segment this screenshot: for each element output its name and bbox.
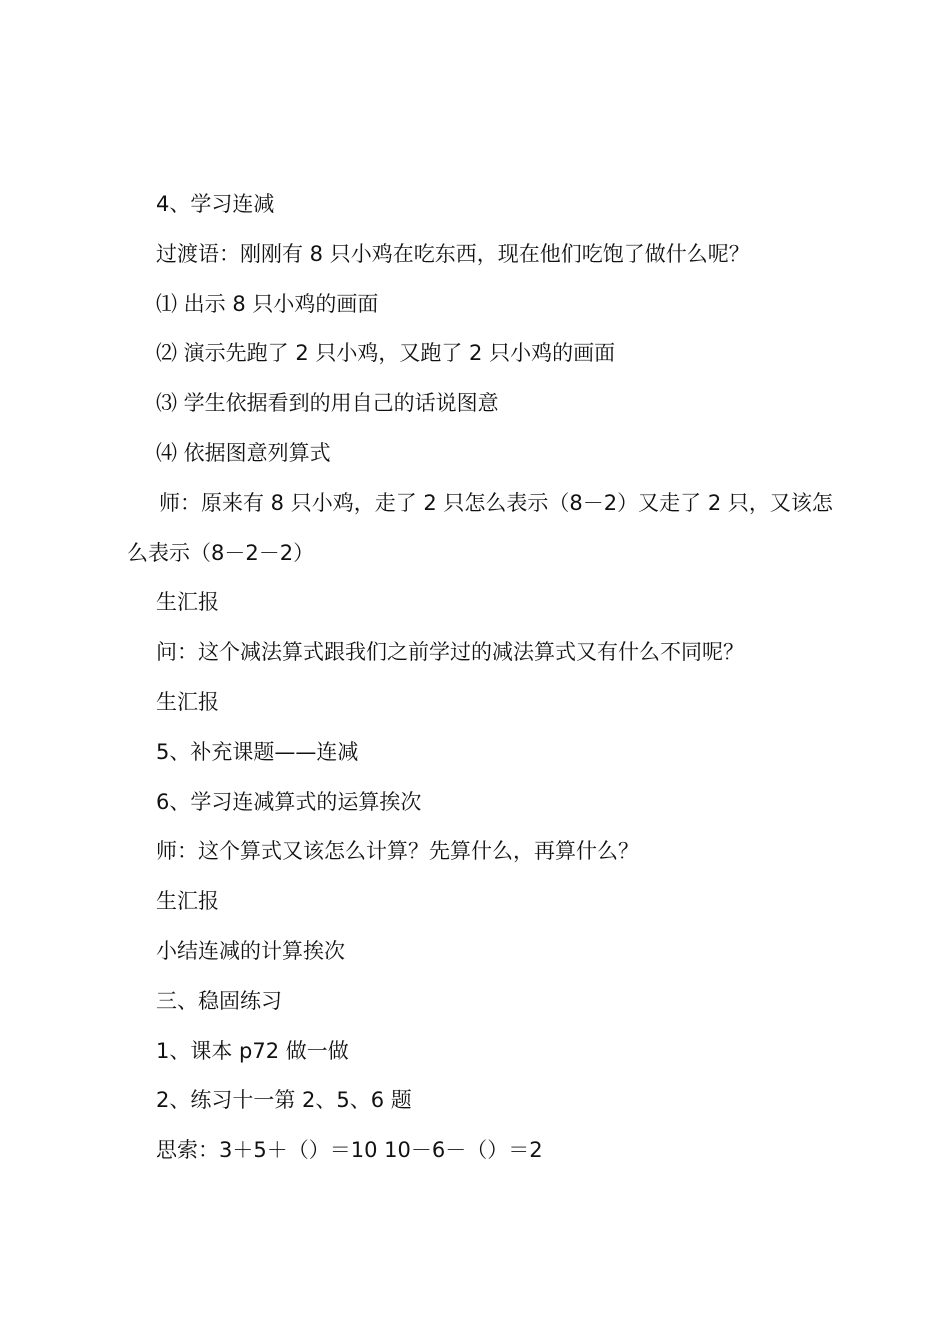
heading-consolidation-practice: 三、稳固练习	[156, 988, 282, 1013]
question-difference: 问：这个减法算式跟我们之前学过的减法算式又有什么不同呢？	[156, 640, 744, 665]
summary-calc-order: 小结连减的计算挨次	[156, 938, 345, 963]
thinking-exercise: 思索：3＋5＋（）＝10 10－6－（）＝2	[156, 1138, 543, 1163]
transition-text: 过渡语：刚刚有 8 只小鸡在吃东西，现在他们吃饱了做什么呢？	[156, 241, 750, 266]
practice-item-1: 1、课本 p72 做一做	[156, 1038, 349, 1063]
heading-supplement-topic: 5、补充课题——连减	[156, 739, 359, 764]
step-1-show-chicks: ⑴ 出示 8 只小鸡的画面	[156, 291, 379, 316]
student-report-3: 生汇报	[156, 889, 219, 914]
student-report-1: 生汇报	[156, 590, 219, 615]
practice-item-2: 2、练习十一第 2、5、6 题	[156, 1088, 412, 1113]
step-2-demo-chicks-run: ⑵ 演示先跑了 2 只小鸡，又跑了 2 只小鸡的画面	[156, 341, 616, 366]
heading-learn-continuous-subtraction: 4、学习连减	[156, 192, 275, 216]
step-4-write-formula: ⑷ 依据图意列算式	[156, 440, 331, 465]
heading-operation-order: 6、学习连减算式的运算挨次	[156, 789, 422, 814]
teacher-question-formula: 师：原来有 8 只小鸡，走了 2 只怎么表示（8－2）又走了 2 只，又该怎么表示（8－2－2）	[127, 490, 833, 565]
document-body	[127, 180, 837, 1176]
student-report-2: 生汇报	[156, 689, 219, 714]
teacher-question-calc: 师：这个算式又该怎么计算？先算什么，再算什么？	[156, 839, 639, 864]
step-3-describe-picture: ⑶ 学生依据看到的用自己的话说图意	[156, 391, 499, 416]
